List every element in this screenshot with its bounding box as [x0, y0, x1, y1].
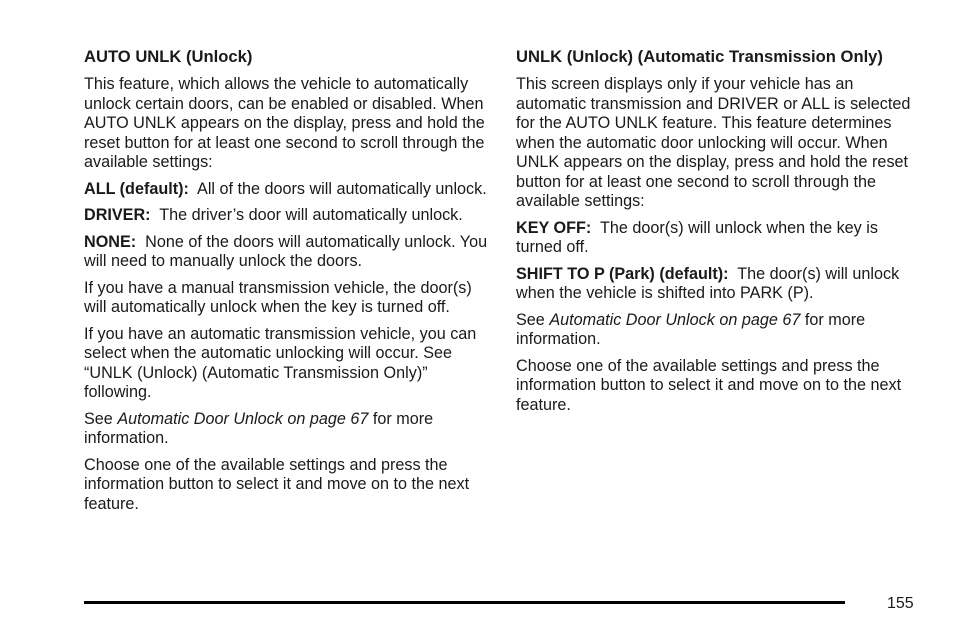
- see-reference: [84, 410, 494, 449]
- automatic-transmission-note: If you have an automatic transmission vehicle, you can select when the automatic unlocking will occur. See “UNLK (Unlock) (Automatic Transmission Only)” following.: [84, 324, 477, 401]
- option-none: [84, 233, 494, 272]
- see-suffix: for more information.: [84, 409, 434, 447]
- option-description: The driver’s door will automatically unlock.: [159, 206, 463, 224]
- option-term: KEY OFF:: [516, 218, 592, 237]
- option-description: The door(s) will unlock when the key is turned off.: [516, 218, 878, 256]
- option-all: [84, 180, 494, 200]
- option-driver: [84, 206, 494, 226]
- intro-paragraph: This screen displays only if your vehicle has an automatic transmission and DRIVER or ALL is selected for the AUTO UNLK feature. This feature determines when the automatic door unlocking will occur. When UNLK appears on the display, press and hold the reset button for at least one second to scroll through the available settings:: [516, 75, 911, 210]
- see-suffix: for more information.: [516, 310, 866, 348]
- closing-instruction: Choose one of the available settings and press the information button to select it and move on to the next feature.: [516, 356, 902, 414]
- page-number: 155: [887, 595, 914, 612]
- see-prefix: See: [84, 409, 113, 428]
- option-term: SHIFT TO P (Park) (default):: [516, 264, 729, 283]
- footer-rule: [84, 601, 845, 604]
- right-column: [516, 46, 916, 422]
- section-heading-unlk-automatic: UNLK (Unlock) (Automatic Transmission Only): [516, 47, 883, 66]
- page-reference: Automatic Door Unlock on page 67: [117, 409, 369, 428]
- section-heading-auto-unlk: AUTO UNLK (Unlock): [84, 47, 253, 66]
- option-description: The door(s) will unlock when the vehicle is shifted into PARK (P).: [516, 264, 900, 302]
- page-reference: Automatic Door Unlock on page 67: [549, 310, 801, 329]
- see-reference: [516, 311, 916, 350]
- left-column: [84, 46, 494, 521]
- option-shift-to-park: [516, 265, 916, 304]
- option-description: None of the doors will automatically unlock. You will need to manually unlock the doors.: [84, 232, 488, 270]
- option-term: NONE:: [84, 232, 137, 251]
- option-key-off: [516, 219, 916, 258]
- intro-paragraph: This feature, which allows the vehicle to automatically unlock certain doors, can be enabled or disabled. When AUTO UNLK appears on the display, press and hold the reset button for at least one second to scroll through the available settings:: [84, 75, 485, 171]
- see-prefix: See: [516, 310, 545, 329]
- manual-transmission-note: If you have a manual transmission vehicle, the door(s) will automatically unlock when the key is turned off.: [84, 278, 472, 316]
- option-term: DRIVER:: [84, 206, 151, 224]
- closing-instruction: Choose one of the available settings and press the information button to select it and move on to the next feature.: [84, 455, 470, 513]
- option-term: ALL (default):: [84, 179, 189, 198]
- option-description: All of the doors will automatically unlock.: [197, 179, 487, 198]
